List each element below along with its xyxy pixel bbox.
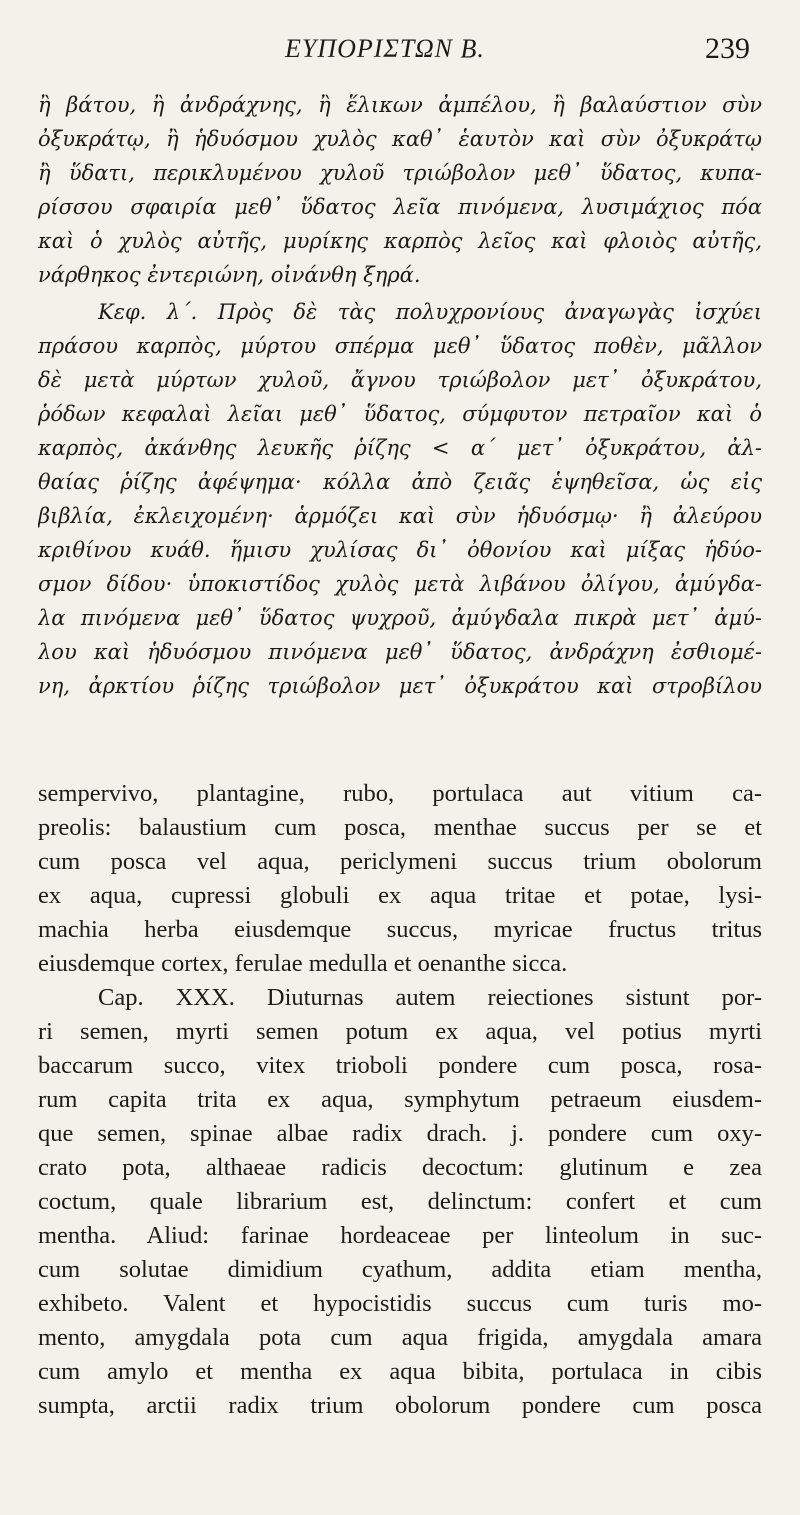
greek-line: δὲ μετὰ μύρτων χυλοῦ, ἄγνου τριώβολον μετ᾽ ὀξυκράτου, — [38, 368, 762, 392]
latin-line: ex aqua, cupressi globuli ex aqua tritae et potae, lysi- — [38, 882, 762, 909]
latin-line: sumpta, arctii radix trium obolorum pondere cum posca — [38, 1392, 762, 1419]
latin-line: mentha. Aliud: farinae hordeaceae per linteolum in suc- — [38, 1222, 762, 1249]
latin-line: que semen, spinae albae radix drach. j. pondere cum oxy- — [38, 1120, 762, 1147]
greek-line: ρίσσου σφαιρία μεθ᾽ ὕδατος λεῖα πινόμενα, λυσιμάχιος πόα — [38, 195, 762, 219]
greek-line: βιβλία, ἐκλειχομένη· ἁρμόζει καὶ σὺν ἡδυόσμῳ· ἢ ἀλεύρου — [38, 504, 762, 528]
latin-line: baccarum succo, vitex trioboli pondere cum posca, rosa- — [38, 1052, 762, 1079]
greek-line: λου καὶ ἡδυόσμου πινόμενα μεθ᾽ ὕδατος, ἀνδράχνη ἐσθιομέ- — [38, 640, 762, 664]
page-header — [0, 32, 800, 72]
latin-line: crato pota, althaeae radicis decoctum: glutinum e zea — [38, 1154, 762, 1181]
greek-line: πράσου καρπὸς, μύρτου σπέρμα μεθ᾽ ὕδατος ποθὲν, μᾶλλον — [38, 334, 762, 358]
page-number: 239 — [705, 32, 750, 65]
latin-line: mento, amygdala pota cum aqua frigida, amygdala amara — [38, 1324, 762, 1351]
greek-line: ὀξυκράτῳ, ἢ ἡδυόσμου χυλὸς καθ᾽ ἑαυτὸν καὶ σὺν ὀξυκράτῳ — [38, 127, 762, 151]
latin-line: cum amylo et mentha ex aqua bibita, portulaca in cibis — [38, 1358, 762, 1385]
latin-line: rum capita trita ex aqua, symphytum petraeum eiusdem- — [38, 1086, 762, 1113]
latin-line: ri semen, myrti semen potum ex aqua, vel potius myrti — [38, 1018, 762, 1045]
latin-line: machia herba eiusdemque succus, myricae fructus tritus — [38, 916, 762, 943]
greek-line: καὶ ὁ χυλὸς αὐτῆς, μυρίκης καρπὸς λεῖος καὶ φλοιὸς αὐτῆς, — [38, 229, 762, 253]
greek-chapter-heading-line: Κεφ. λ΄. Πρὸς δὲ τὰς πολυχρονίους ἀναγωγὰς ἰσχύει — [98, 300, 762, 324]
latin-line: cum solutae dimidium cyathum, addita etiam mentha, — [38, 1256, 762, 1283]
greek-line: ῥόδων κεφαλαὶ λεῖαι μεθ᾽ ὕδατος, σύμφυτον πετραῖον καὶ ὁ — [38, 402, 762, 426]
latin-chapter-heading-line: Cap. XXX. Diuturnas autem reiectiones sistunt por- — [98, 984, 762, 1011]
running-title: ΕΥΠΟΡΙΣΤΩΝ Β. — [285, 34, 485, 63]
greek-line: θαίας ῥίζης ἀφέψημα· κόλλα ἀπὸ ζειᾶς ἑψηθεῖσα, ὡς εἰς — [38, 470, 762, 494]
latin-line: exhibeto. Valent et hypocistidis succus cum turis mo- — [38, 1290, 762, 1317]
latin-line: sempervivo, plantagine, rubo, portulaca aut vitium ca- — [38, 780, 762, 807]
greek-line: ἢ ὕδατι, περικλυμένου χυλοῦ τριώβολον μεθ᾽ ὕδατος, κυπα- — [38, 161, 762, 185]
greek-line: νάρθηκος ἐντεριώνη, οἰνάνθη ξηρά. — [38, 263, 421, 287]
latin-line: cum posca vel aqua, periclymeni succus trium obolorum — [38, 848, 762, 875]
latin-line: eiusdemque cortex, ferulae medulla et oenanthe sicca. — [38, 950, 568, 977]
greek-line: ἢ βάτου, ἢ ἀνδράχνης, ἢ ἕλικων ἀμπέλου, ἢ βαλαύστιον σὺν — [38, 93, 762, 117]
greek-line: κριθίνου κυάθ. ἥμισυ χυλίσας δι᾽ ὀθονίου καὶ μίξας ἡδύο- — [38, 538, 762, 562]
greek-line: σμον δίδου· ὑποκιστίδος χυλὸς μετὰ λιβάνου ὀλίγου, ἀμύγδα- — [38, 572, 762, 596]
latin-line: preolis: balaustium cum posca, menthae succus per se et — [38, 814, 762, 841]
greek-line: νη, ἀρκτίου ῥίζης τριώβολον μετ᾽ ὀξυκράτου καὶ στροβίλου — [38, 674, 762, 698]
greek-line: λα πινόμενα μεθ᾽ ὕδατος ψυχροῦ, ἀμύγδαλα πικρὰ μετ᾽ ἀμύ- — [38, 606, 762, 630]
greek-line: καρπὸς, ἀκάνθης λευκῆς ῥίζης < α΄ μετ᾽ ὀξυκράτου, ἀλ- — [38, 436, 762, 460]
latin-line: coctum, quale librarium est, delinctum: confert et cum — [38, 1188, 762, 1215]
